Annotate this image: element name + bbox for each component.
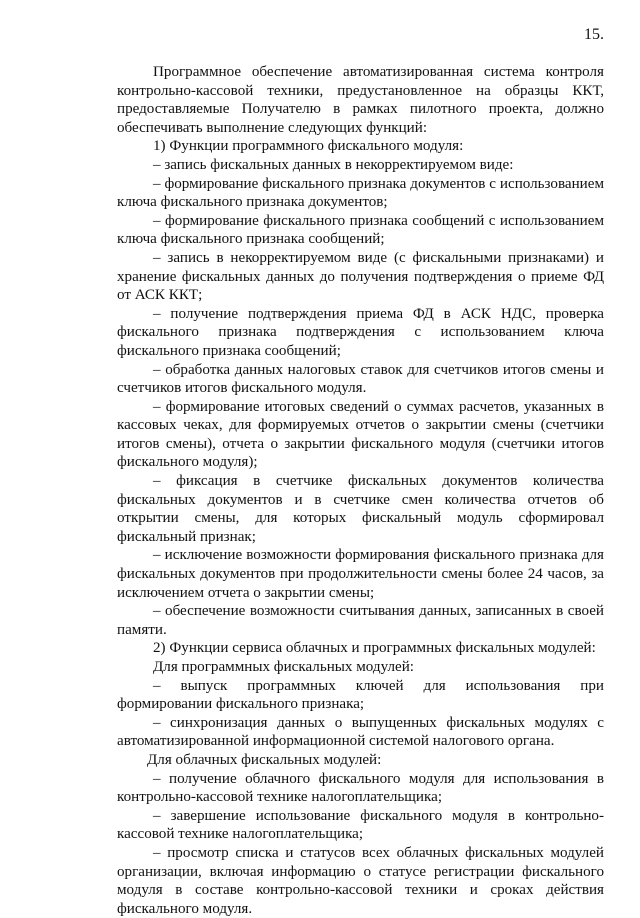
paragraph: – просмотр списка и статусов всех облачных фискальных модулей организации, включая информацию о статусе регистрации фискального модуля в составе контрольно-кассовой техники и сроках действия фискального модуля.: [117, 844, 604, 917]
paragraph: – получение подтверждения приема ФД в АСК НДС, проверка фискального признака подтверждения с использованием ключа фискального признака сообщений;: [117, 305, 604, 359]
paragraph: 1) Функции программного фискального модуля:: [153, 138, 464, 155]
paragraph: Для программных фискальных модулей:: [153, 659, 414, 675]
paragraph: – запись фискальных данных в некорректируемом виде:: [153, 156, 514, 173]
page-number: 15.: [584, 26, 604, 43]
document-body: [117, 63, 604, 918]
paragraph: – обработка данных налоговых ставок для счетчиков итогов смены и счетчиков итогов фискального модуля.: [117, 361, 604, 397]
paragraph: – обеспечение возможности считывания данных, записанных в своей памяти.: [117, 603, 604, 638]
paragraph: 2) Функции сервиса облачных и программных фискальных модулей:: [153, 640, 596, 657]
paragraph: – формирование фискального признака сообщений с использованием ключа фискального признака сообщений;: [117, 212, 604, 248]
paragraph: – выпуск программных ключей для использования при формировании фискального признака;: [117, 677, 604, 713]
paragraph: – запись в некорректируемом виде (с фискальными признаками) и хранение фискальных данных до получения подтверждения о приеме ФД от АСК ККТ;: [117, 249, 604, 304]
paragraph: – формирование фискального признака документов с использованием ключа фискального признака документов;: [117, 175, 604, 211]
paragraph: – фиксация в счетчике фискальных документов количества фискальных документов и в счетчике смен количества отчетов об открытии смены, для которых фискальный модуль сформировал фискальный признак;: [117, 473, 604, 545]
paragraph: – исключение возможности формирования фискального признака для фискальных документов при продолжительности смены более 24 часов, за исключением отчета о закрытии смены;: [117, 547, 604, 601]
paragraph: – синхронизация данных о выпущенных фискальных модулях с автоматизированной информационной системой налогового органа.: [117, 714, 604, 750]
paragraph: Для облачных фискальных модулей:: [147, 751, 382, 768]
paragraph: – формирование итоговых сведений о суммах расчетов, указанных в кассовых чеках, для формируемых отчетов о закрытии смены (счетчики итогов смены), отчета о закрытии фискального модуля (счетчики итогов фискального модуля);: [117, 398, 604, 471]
paragraph: – получение облачного фискального модуля для использования в контрольно-кассовой технике налогоплательщика;: [117, 770, 604, 806]
paragraph: – завершение использование фискального модуля в контрольно-кассовой технике налогоплательщика;: [117, 807, 604, 843]
paragraph: Программное обеспечение автоматизированная система контроля контрольно-кассовой техники, предустановленное на образцы ККТ, предоставляемые Получателю в рамках пилотного проекта, должно обеспечивать выполнение следующих функций:: [117, 64, 604, 136]
